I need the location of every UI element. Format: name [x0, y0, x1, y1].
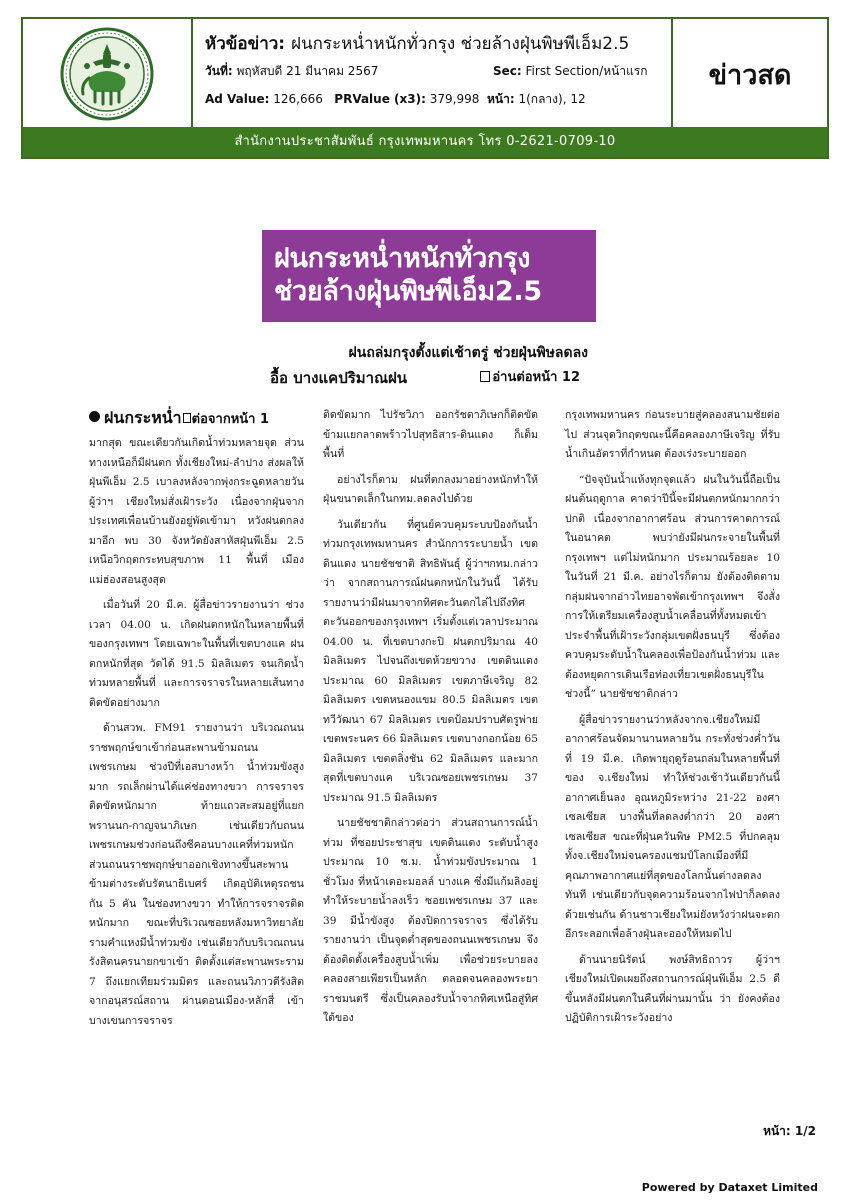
article-heading-continued: ต่อจากหน้า 1 — [191, 412, 270, 427]
page-label: หน้า: — [487, 92, 515, 106]
column-1-body — [89, 434, 304, 1031]
section-value: First Section/หน้าแรก — [525, 64, 648, 78]
page-number — [763, 1122, 816, 1141]
article-paragraph: เมื่อวันที่ 20 มี.ค. ผู้สื่อข่าวรายงานว่า ช่วงเวลา 04.00 น. เกิดฝนตกหนักในหลายพื้นที่ของกรุงเทพฯ โดยเฉพาะในพื้นที่เขตบางแค ฝนตกหนักที่สุด วัดได้ 91.5 มิลลิเมตร จนเกิดน้ำท่วมหลายพื้นที่ และการจราจรในหลายเส้นทางติดขัดอย่างมาก — [89, 599, 304, 709]
pr-value-label: PRValue (x3): — [334, 92, 426, 106]
header-top-row — [23, 19, 827, 129]
page-number-label: หน้า: — [763, 1124, 791, 1138]
source-cell — [671, 19, 827, 129]
column-2-body — [323, 406, 538, 1029]
subheadline-box — [262, 322, 596, 392]
article-column-1 — [89, 406, 304, 1037]
article-paragraph: ด้านสวพ. FM91 รายงานว่า บริเวณถนนราชพฤกษ์ขาเข้าก่อนสะพานข้ามถนนเพชรเกษม ช่วงปีที่เอสบางหว้า น้ำท่วมขังสูงมาก รถเล็กผ่านได้แค่ช่องทางขวา การจราจรติดขัดหนักมาก ท้ายแถวสะสมอยู่ที่แยกพรานนก-กาญจนาภิเษก เช่นเดียวกับถนนเพชรเกษมช่วงก่อนถึงซีคอนบางแคที่ท่วมหนัก ส่วนถนนราชพฤกษ์ขาออกเชิงทางขึ้นสะพานข้ามต่างระดับรัตนาธิเบศร์ เกิดอุบัติเหตุรถชนกัน 5 คัน ในช่องทางขวา ทำให้การจราจรติดหนักมาก ขณะที่บริเวณซอยหลังมหาวิทยาลัยรามคำแหงมีน้ำท่วมขัง เช่นเดียวกับบริเวณถนนรังสิตนครนายกขาเข้า ติดตั้งแต่สะพานพระราม 7 ถึงแยกเทียมร่วมมิตร และถนนวิภาวดีรังสิต จากอนุสรณ์สถาน ผ่านดอนเมือง-หลักสี่ เข้าบางเขนการจราจร — [89, 722, 304, 1027]
front-page-headline-box — [262, 230, 596, 392]
subheadline-1: ฝนถล่มกรุงตั้งแต่เช้าตรู่ ช่วยฝุ่นพิษลดลง — [348, 345, 588, 361]
article-paragraph: ผู้สื่อข่าวรายงานว่าหลังจากจ.เชียงใหม่มีอากาศร้อนจัดมานานหลายวัน กระทั่งช่วงค่ำวันที่ 19 มี.ค. เกิดพายุฤดูร้อนถล่มในหลายพื้นที่ของ จ.เชียงใหม่ ทำให้ช่วงเช้าวันเดียวกันนี้อากาศเย็นลง อุณหภูมิระหว่าง 21-22 องศาเซลเซียส บางพื้นที่ลดลงต่ำกว่า 20 องศาเซลเซียส ขณะที่ฝุ่นควันพิษ PM2.5 ที่ปกคลุมทั้งจ.เชียงใหม่จนครองแชมป์โลกเมืองที่มีคุณภาพอากาศแย่ที่สุดของโลกนั้นต่างลดลงทันที เช่นเดียวกับจุดความร้อนจากไฟป่าก็ลดลงด้วยเช่นกัน ด้านชาวเชียงใหม่ยังหวังว่าฝนจะตกอีกระลอกเพื่อล้างฝุ่นละอองให้หมดไป — [565, 713, 780, 940]
article-paragraph: นายชัชชาติกล่าวต่อว่า ส่วนสถานการณ์น้ำท่วม ที่ซอยประชาสุข เขตดินแดง ระดับน้ำสูงประมาณ 10 ซ.ม. น้ำท่วมขังประมาณ 1 ชั่วโมง ที่หน้าเดอะมอลล์ บางแค ซึ่งมีแก้มลิงอยู่ ทำให้ระบายน้ำลงเร็ว ซอยเพชรเกษม 37 และ 39 มีน้ำขังสูง ต้องปิดการจราจร ซึ่งได้รับรายงานว่า เป็นจุดต่ำสุดของถนนเพชรเกษม จึงต้องติดตั้งเครื่องสูบน้ำเพิ่ม เพื่อช่วยระบายลงคลองสายเพียรเป็นหลัก ตลอดจนคลองพระยาราชมนตรี ซึ่งเป็นคลองรับน้ำจากทิศเหนือสู่ทิศใต้ของ — [323, 817, 538, 1024]
subheadline-2-row — [270, 366, 588, 392]
clipping-header — [21, 17, 829, 159]
bullet-icon — [89, 411, 100, 422]
pr-value: 379,998 — [429, 92, 480, 106]
article-paragraph: วันเดียวกัน ที่ศูนย์ควบคุมระบบป้องกันน้ำท่วมกรุงเทพมหานคร สำนักการระบายน้ำ เขตดินแดง นายชัชชาติ สิทธิพันธุ์ ผู้ว่าฯกทม.กล่าวว่า จากสถานการณ์ฝนตกหนักในวันนี้ ได้รับรายงานว่ามีฝนมาจากทิศตะวันตกไล่ไปถึงทิศตะวันออกของกรุงเทพฯ เริ่มตั้งแต่เวลาประมาณ 04.00 น. ที่เขตบางกะปิ ฝนตกปริมาณ 40 มิลลิเมตร ไปจนถึงเขตห้วยขวาง เขตดินแดง ประมาณ 60 มิลลิเมตร เขตภาษีเจริญ 82 มิลลิเมตร เขตหนองแขม 80.5 มิลลิเมตร เขตทวีวัฒนา 67 มิลลิเมตร เขตป้อมปราบศัตรูพ่าย เขตพระนคร 66 มิลลิเมตร เขตบางกอกน้อย 65 มิลลิเมตร เขตตลิ่งชัน 62 มิลลิเมตร และมากสุดที่เขตบางแค บริเวณซอยเพชรเกษม 37 ประมาณ 91.5 มิลลิเมตร — [323, 518, 538, 804]
date-row — [205, 57, 671, 85]
article-paragraph: อย่างไรก็ตาม ฝนที่ตกลงมาอย่างหนักทำให้ฝุ่นขนาดเล็กในกทม.ลดลงไปด้วย — [323, 473, 538, 505]
office-contact-bar: สำนักงานประชาสัมพันธ์ กรุงเทพมหานคร โทร 0-2621-0709-10 — [23, 127, 827, 157]
logo-cell — [23, 19, 193, 129]
section-field — [493, 57, 648, 85]
bma-seal-logo — [59, 26, 155, 122]
date-value: พฤหัสบดี 21 มีนาคม 2567 — [236, 64, 379, 78]
article-paragraph: ด้านนายนิรัตน์ พงษ์สิทธิถาวร ผู้ว่าฯเชียงใหม่เปิดเผยถึงสถานการณ์ฝุ่นพีเอ็ม 2.5 ดีขึ้นหลังมีฝนตกในคืนที่ผ่านมานั้น ว่า ยังคงต้องปฏิบัติการเฝ้าระวังอย่าง — [565, 953, 780, 1024]
article-heading — [89, 406, 304, 432]
page-value: 1(กลาง), 12 — [518, 92, 586, 106]
ad-value-label: Ad Value: — [205, 92, 270, 106]
newspaper-name: ข่าวสด — [708, 59, 792, 91]
value-row — [205, 85, 671, 113]
continued-text: อ่านต่อหน้า 12 — [492, 370, 580, 385]
headline-row — [205, 31, 671, 57]
checkbox-square-icon — [480, 371, 490, 382]
headline-banner — [262, 230, 596, 322]
date-label: วันที่: — [205, 64, 233, 78]
article-paragraph: “ปัจจุบันน้ำแห้งทุกจุดแล้ว ฝนในวันนี้ถือเป็นฝนต้นฤดูกาล คาดว่าปีนี้จะมีฝนตกหนักมากกว่าปกติ เนื่องจากอากาศร้อน ส่วนการคาดการณ์ในอนาคต พบว่ายังมีฝนกระจายในพื้นที่กรุงเทพฯ แต่ไม่หนักมาก ประมาณร้อยละ 10 ในวันที่ 21 มี.ค. อย่างไรก็ตาม ยังต้องติดตามกลุ่มฝนจากอ่าวไทยอาจพัดเข้ากรุงเทพฯ จึงสั่งการให้เตรียมเครื่องสูบน้ำเคลื่อนที่ทั้งหมดเข้าประจำพื้นที่เฝ้าระวังกลุ่มเขตฝั่งธนบุรี ซึ่งต้องควบคุมระดับน้ำในคลองเพื่อป้องกันน้ำท่วม และต้องหยุดการเดินเรือท่องเที่ยวเขตฝั่งธนบุรีในช่วงนี้” นายชัชชาติกล่าว — [565, 473, 780, 700]
page-field — [487, 85, 586, 113]
subheadline-2: อื้อ บางแคปริมาณฝน — [270, 369, 408, 387]
ad-value: 126,666 — [273, 92, 323, 106]
powered-by-credit: Powered by Dataxet Limited — [641, 1181, 818, 1194]
article-column-3 — [565, 406, 780, 1035]
headline-value: ฝนกระหน่ำหนักทั่วกรุง ช่วยล้างฝุ่นพิษพีเอ็ม2.5 — [291, 34, 630, 54]
headline-line-2: ช่วยล้างฝุ่นพิษพีเอ็ม2.5 — [274, 276, 542, 307]
checkbox-square-icon — [183, 413, 191, 423]
article-paragraph: มากสุด ขณะเดียวกันเกิดน้ำท่วมหลายจุด ส่วนทางเหนือก็มีฝนตก ทั้งเชียงใหม่-ลำปาง ส่งผลให้ฝุ่นพีเอ็ม 2.5 เบาลงหลังจากพุ่งกระฉูดหลายวัน ผู้ว่าฯ เชียงใหม่สั่งเฝ้าระวัง เนื่องจากฝุ่นจากประเทศเพื่อนบ้านยังอยู่พัดเข้ามา หวังฝนตกลงมาอีก พบ 30 จังหวัดยังสาหัสฝุ่นพีเอ็ม 2.5 เหนือวิกฤตกระทบสุขภาพ 11 พื้นที่ เมืองแม่ฮ่องสอนสูงสุด — [89, 437, 304, 586]
headline-label: หัวข้อข่าว: — [205, 34, 286, 54]
article-column-2 — [323, 406, 538, 1035]
clipping-metadata — [195, 19, 671, 129]
column-3-body — [565, 406, 780, 1029]
article-heading-text: ฝนกระหน่ำ — [104, 408, 182, 427]
page-number-value: 1/2 — [794, 1124, 816, 1138]
section-label: Sec: — [493, 64, 522, 78]
article-paragraph: ติดขัดมาก ไปรัชวิภา ออกรัชดาภิเษกก็ติดขัด ข้ามแยกลาดพร้าวไปสุทธิสาร-ดินแดง ก็เต็มพื้นที่ — [323, 409, 538, 460]
continued-notice — [480, 366, 580, 387]
article-paragraph: กรุงเทพมหานคร ก่อนระบายสู่คลองสนามชัยต่อไป ส่วนจุดวิกฤตขณะนี้คือคลองภาษีเจริญ ที่รับน้ำเกินอัตราที่กำหนด ต้องเร่งระบายออก — [565, 409, 780, 460]
headline-line-1: ฝนกระหน่ำหนักทั่วกรุง — [274, 243, 531, 274]
